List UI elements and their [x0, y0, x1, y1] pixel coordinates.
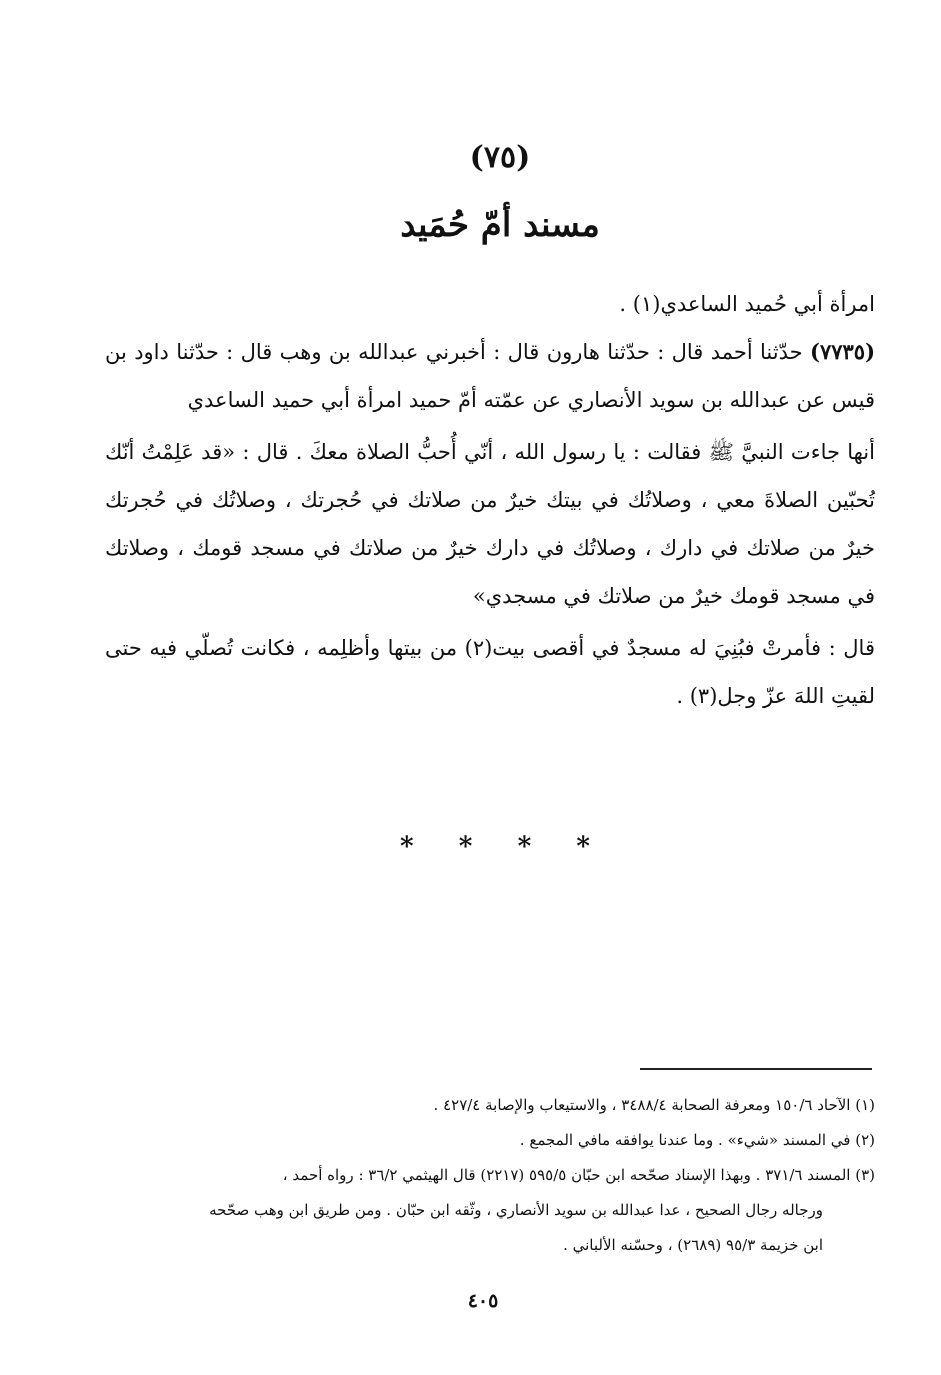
footnotes [105, 1088, 875, 1263]
main-text [105, 280, 875, 720]
separator-star: * [576, 832, 590, 862]
separator-star: * [517, 832, 532, 862]
footnote-3-continued: ابن خزيمة ٩٥/٣ (٢٦٨٩) ، وحسّنه الألباني . [563, 1236, 823, 1254]
isnad-paragraph [105, 328, 875, 424]
page-number: ٤٠٥ [467, 1290, 499, 1312]
hadith-number: (٧٧٣٥) [810, 339, 875, 364]
footnote-rule [640, 1068, 872, 1070]
separator-star: * [458, 832, 473, 862]
footnote-1: (١) الآحاد ١٥٠/٦ ومعرفة الصحابة ٣٤٨٨/٤ ، والاستيعاب والإصابة ٤٢٧/٤ . [433, 1096, 875, 1114]
closing-paragraph: قال : فأمرتْ فبُنِيَ له مسجدٌ في أقصى بيت(٢) من بيتها وأظلِمه ، فكانت تُصلّي فيه حتى لقيتِ اللهَ عزّ وجل(٣) . [105, 636, 875, 708]
intro-line: امرأة أبي حُميد الساعدي(١) . [619, 292, 875, 316]
footnote-3: (٣) المسند ٣٧١/٦ . وبهذا الإسناد صحّحه ابن حبّان ٥٩٥/٥ (٢٢١٧) قال الهيثمي ٣٦/٢ : رواه أحمد ، [282, 1166, 875, 1184]
footnote-3-continued: ورجاله رجال الصحيح ، عدا عبدالله بن سويد الأنصاري ، وثّقه ابن حبّان . ومن طريق ابن وهب صحّحه [209, 1201, 823, 1219]
chapter-number: (٧٥) [469, 140, 531, 175]
isnad-text: حدّثنا أحمد قال : حدّثنا هارون قال : أخبرني عبدالله بن وهب قال : حدّثنا داود بن قيس عن عبدالله بن سويد الأنصاري عن عمّته أمّ حميد امرأة أبي حميد الساعدي [105, 340, 875, 412]
chapter-title: مسند أمّ حُمَيد [400, 205, 600, 245]
section-separator [400, 832, 590, 862]
matn-paragraph: أنها جاءت النبيَّ ﷺ فقالت : يا رسول الله ، أنّي أُحبُّ الصلاة معكَ . قال : «قد عَلِمْتُ أنّك تُحبّين الصلاةَ معي ، وصلاتُك في بيتك خيرٌ من صلاتك في حُجرتك ، وصلاتُك في حُجرتك خيرٌ من صلاتك في دارك ، وصلاتُك في دارك خيرٌ من صلاتك في مسجد قومك ، وصلاتك في مسجد قومك خيرٌ من صلاتك في مسجدي» [105, 440, 875, 608]
separator-star: * [400, 832, 414, 862]
footnote-2: (٢) في المسند «شيء» . وما عندنا يوافقه مافي المجمع . [519, 1131, 875, 1149]
